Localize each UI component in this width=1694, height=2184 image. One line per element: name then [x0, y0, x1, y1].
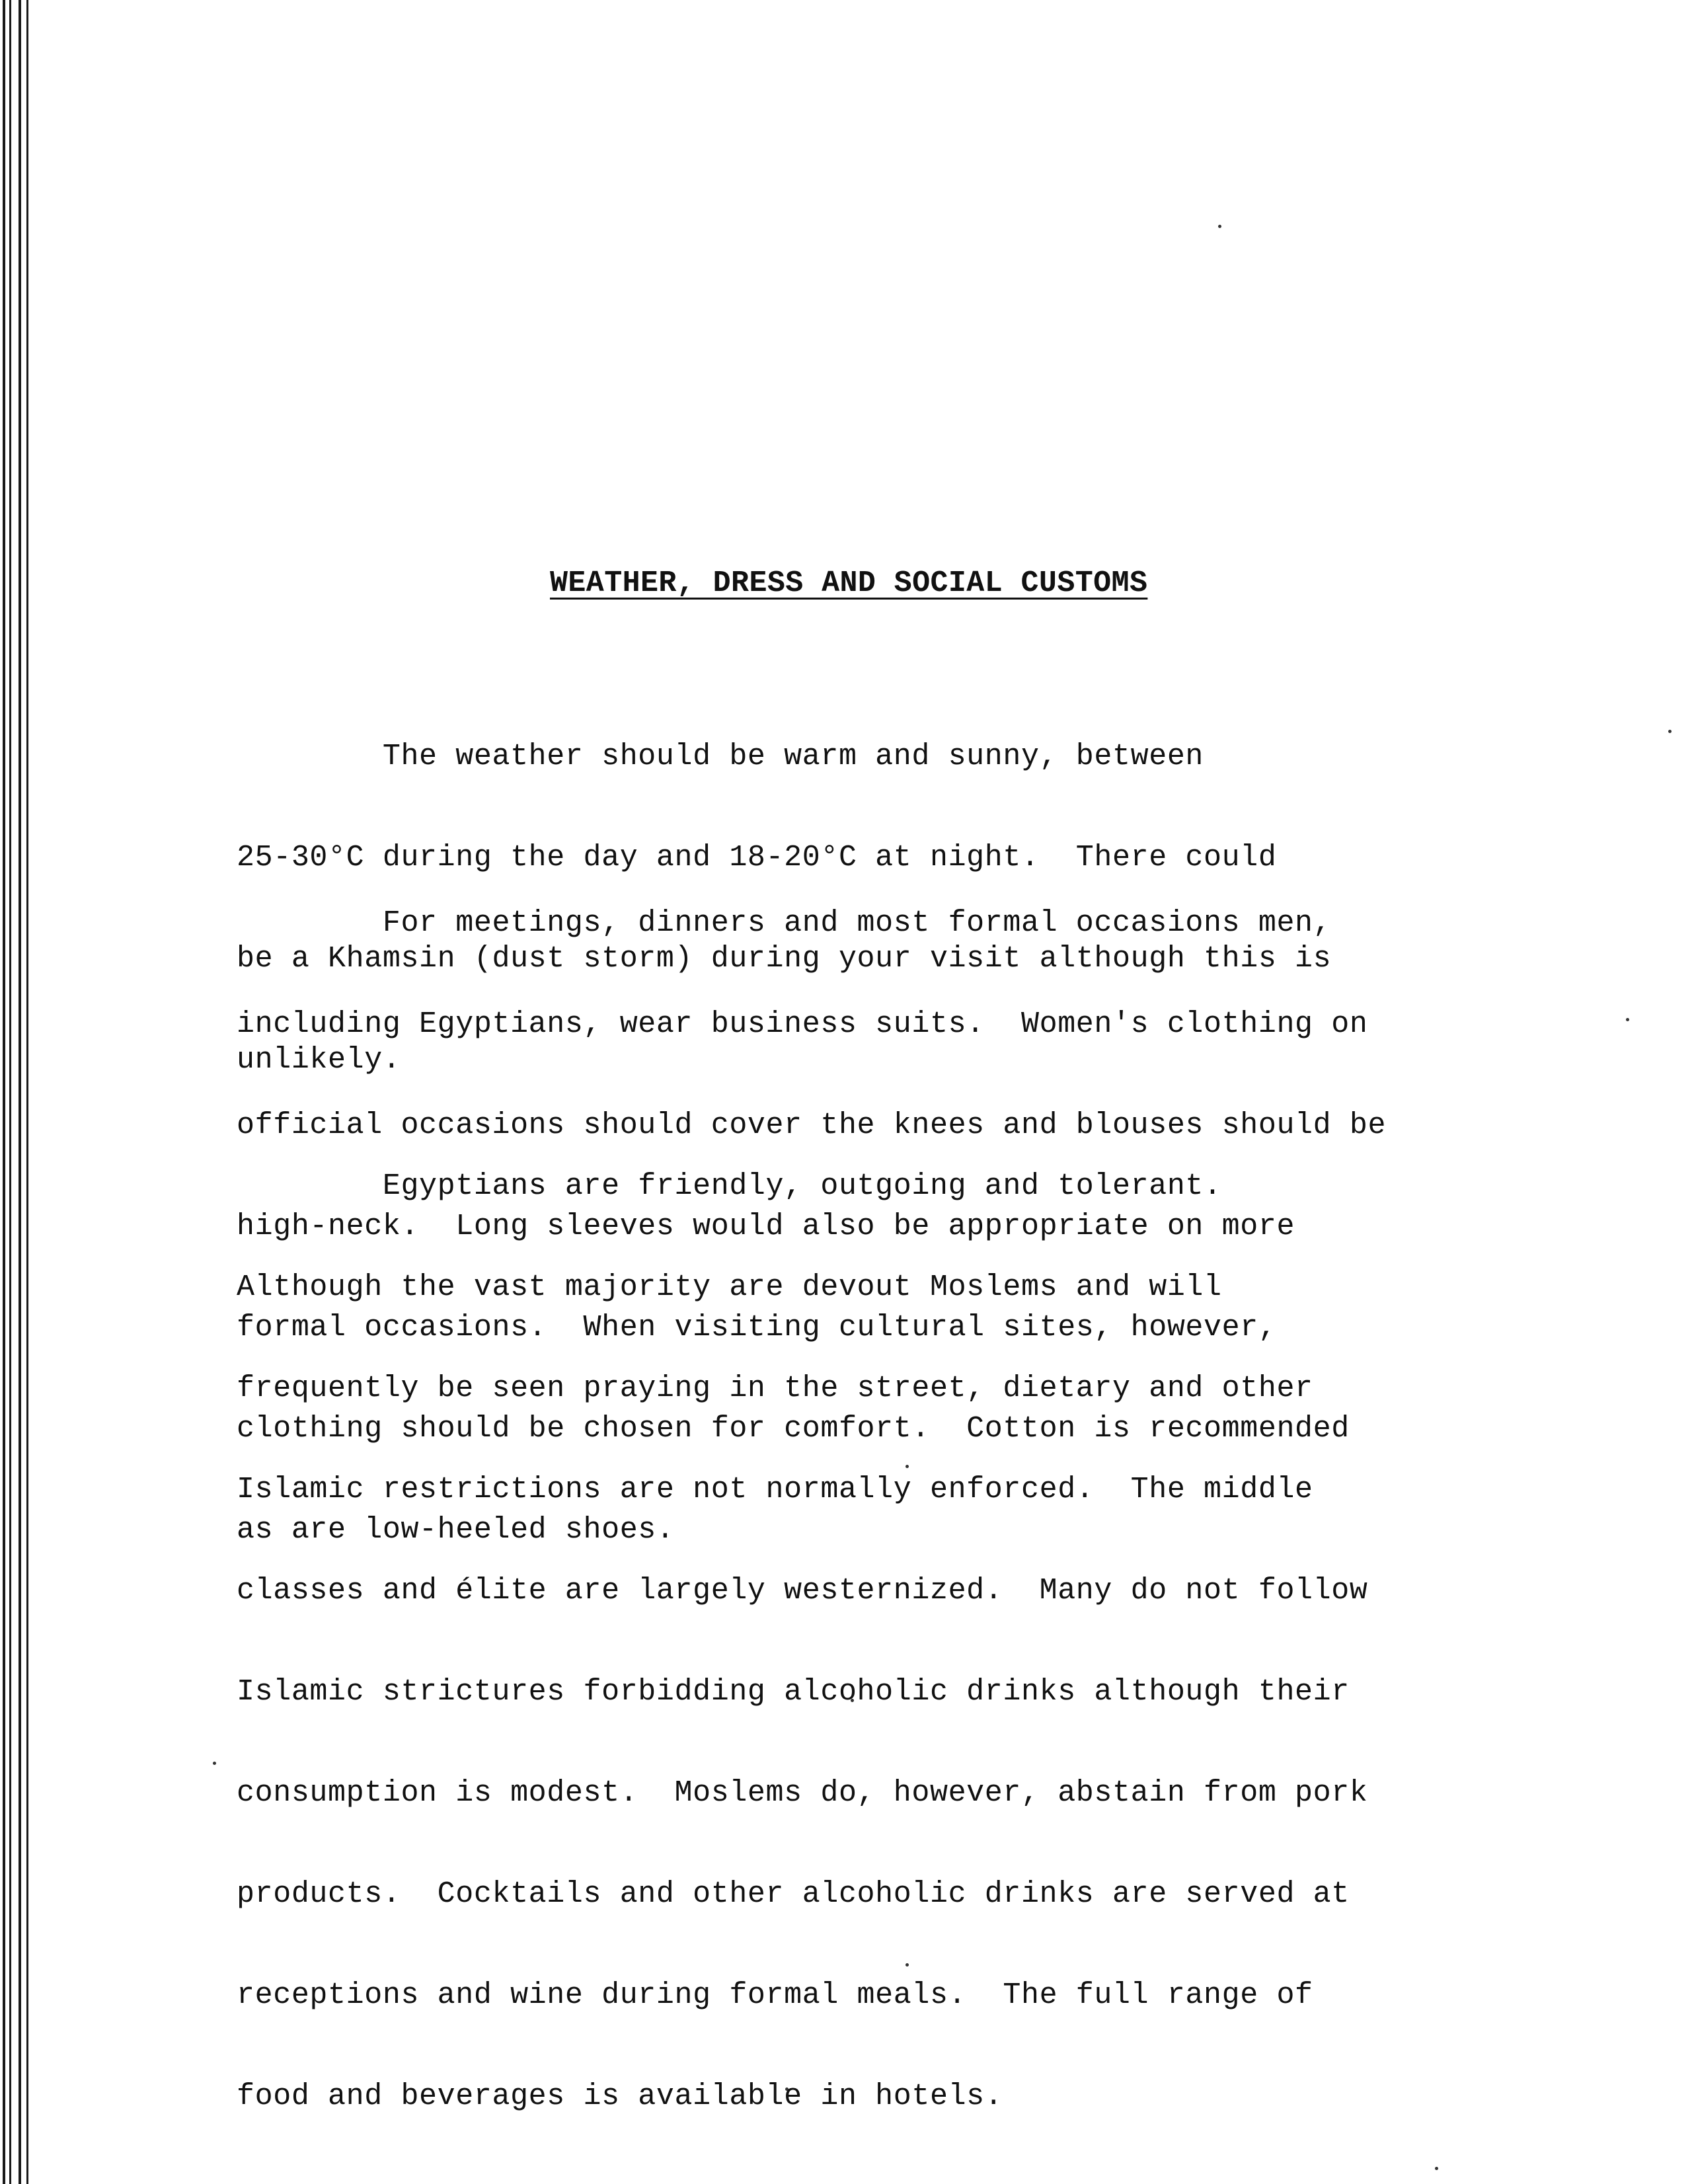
paragraph-line: Although the vast majority are devout Moslems and will	[237, 1270, 1222, 1304]
scan-speck	[1435, 2167, 1438, 2170]
binding-edge-line	[26, 0, 28, 2184]
paragraph-line: be a Khamsin (dust storm) during your visit although this is	[237, 942, 1332, 976]
scan-speck	[1626, 1018, 1629, 1021]
paragraph-line: unlikely.	[237, 1043, 401, 1077]
paragraph-line: The weather should be warm and sunny, between	[237, 740, 1204, 773]
page-title: WEATHER, DRESS AND SOCIAL CUSTOMS	[550, 566, 1148, 601]
binding-edge-line	[19, 0, 21, 2184]
paragraph-line: formal occasions. When visiting cultural sites, however,	[237, 1311, 1277, 1345]
paragraph-line: frequently be seen praying in the street, dietary and other	[237, 1372, 1313, 1405]
paragraph-line: receptions and wine during formal meals. The full range of	[237, 1978, 1313, 2012]
scan-speck	[1218, 225, 1221, 228]
paragraph-line: Islamic restrictions are not normally enforced. The middle	[237, 1473, 1313, 1506]
paragraph-line: including Egyptians, wear business suits. Women's clothing on	[237, 1007, 1368, 1041]
paragraph-line: For meetings, dinners and most formal occasions men,	[237, 906, 1332, 940]
scan-speck	[1668, 730, 1672, 733]
paragraph-line: Egyptians are friendly, outgoing and tolerant.	[237, 1169, 1222, 1203]
paragraph-line: Islamic strictures forbidding alcoholic drinks although their	[237, 1675, 1350, 1709]
paragraph-line: high-neck. Long sleeves would also be appropriate on more	[237, 1210, 1295, 1243]
scan-speck	[213, 1762, 216, 1765]
paragraph-line: as are low-heeled shoes.	[237, 1513, 675, 1547]
paragraph-line: food and beverages is available in hotels.	[237, 2080, 1003, 2113]
paragraph-line: 25-30°C during the day and 18-20°C at night. There could	[237, 841, 1277, 875]
paragraph-social-customs	[237, 1102, 1367, 2181]
binding-edge-line	[3, 0, 5, 2184]
paragraph-line: classes and élite are largely westernized. Many do not follow	[237, 1574, 1368, 1608]
paragraph-line: official occasions should cover the knees and blouses should be	[237, 1109, 1387, 1142]
paragraph-line: products. Cocktails and other alcoholic drinks are served at	[237, 1877, 1350, 1911]
paragraph-line: clothing should be chosen for comfort. Cotton is recommended	[237, 1412, 1350, 1446]
binding-edge-line	[9, 0, 11, 2184]
paragraph-line: consumption is modest. Moslems do, however, abstain from pork	[237, 1776, 1368, 1810]
